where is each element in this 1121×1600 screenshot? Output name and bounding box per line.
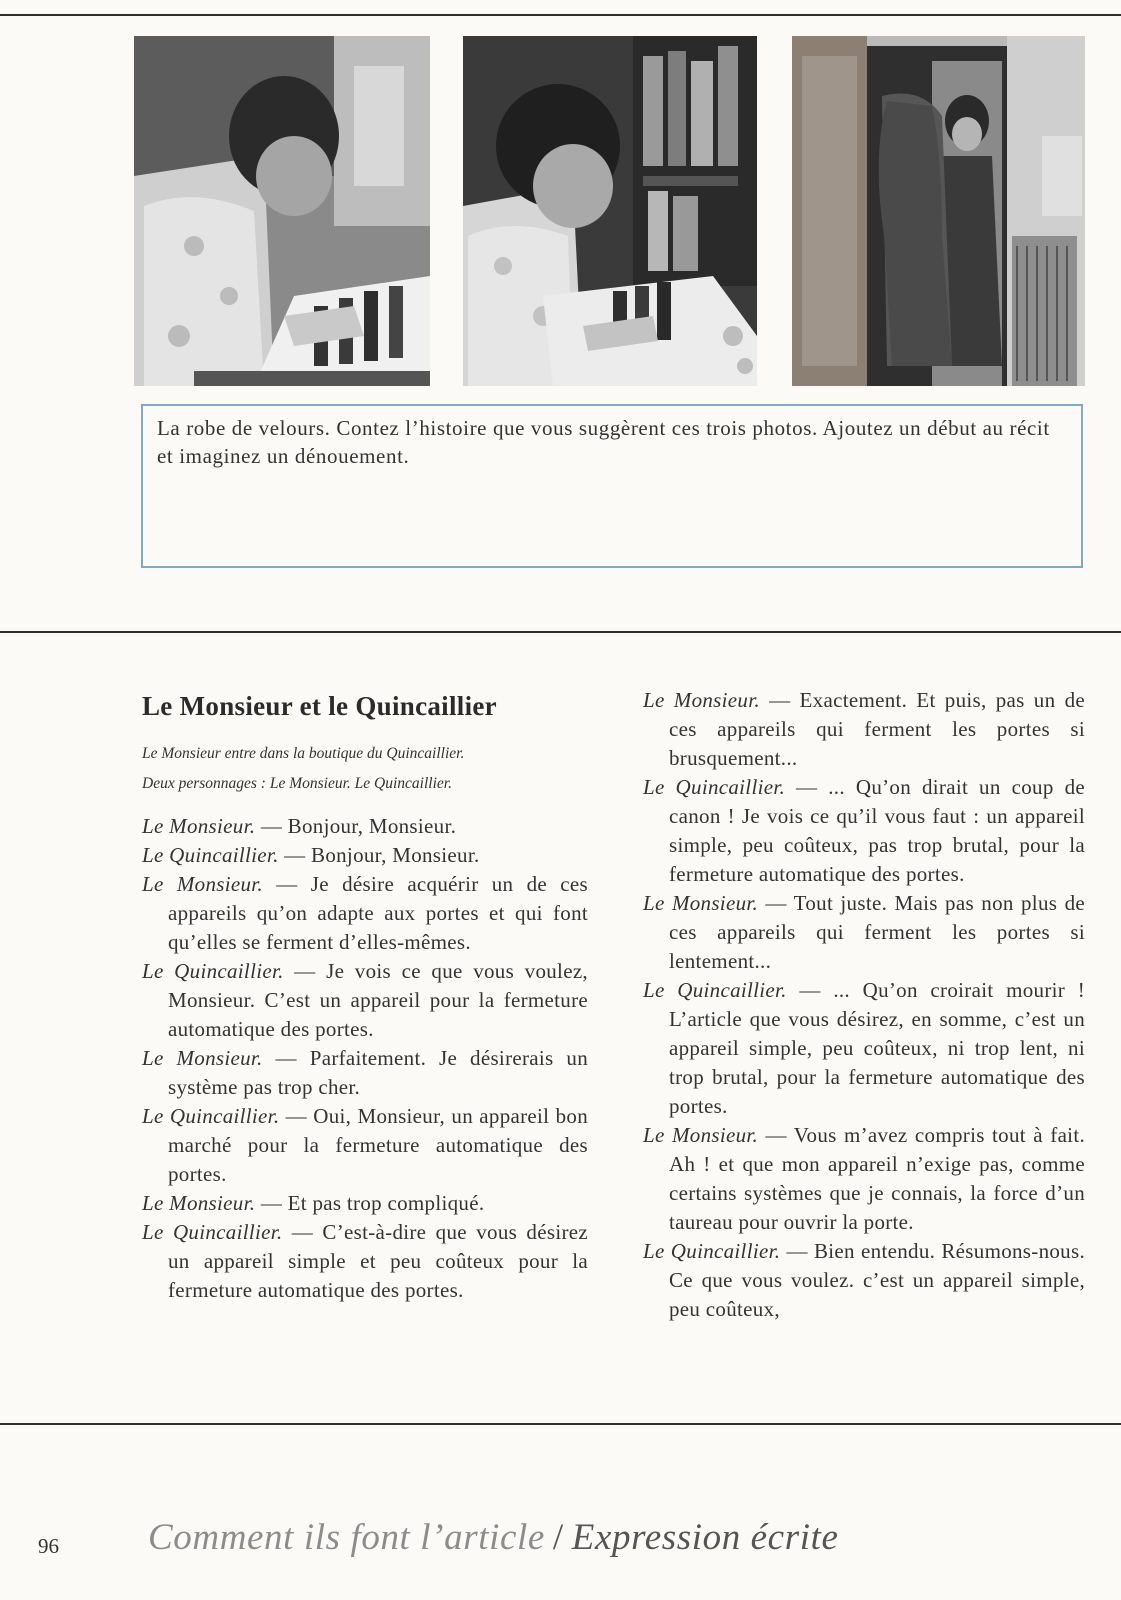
line-text: — Parfaitement. Je désirerais un système pas trop cher. [168,1046,588,1099]
photo-woman-reading [134,36,430,386]
speaker-name: Le Monsieur. [142,872,263,896]
photo-1-image [134,36,430,386]
dialogue-line [142,1218,588,1305]
line-text: — C’est-à-dire que vous désirez un appareil simple et peu coûteux pour la fermeture automatique des portes. [168,1220,588,1302]
dialogue-left [142,812,588,1305]
dialogue-line [142,1044,588,1102]
column-left [142,688,588,1305]
line-text: — ... Qu’on dirait un coup de canon ! Je vois ce qu’il vous faut : un appareil simple, peu coûteux, pas trop brutal, pour la fermeture automatique des portes. [669,775,1085,886]
bottom-rule [0,1423,1121,1425]
running-head-separator: / [552,1517,564,1558]
dialogue-line [643,773,1085,889]
dialogue-line [643,1237,1085,1324]
speaker-name: Le Monsieur. [643,1123,759,1147]
exercise-text: La robe de velours. Contez l’histoire que vous suggèrent ces trois photos. Ajoutez un début au récit et imaginez un dénouement. [157,416,1050,468]
exercise-box [141,404,1083,568]
line-text: — Vous m’avez compris tout à fait. Ah ! et que mon appareil n’exige pas, comme certains systèmes que je connais, la force d’un taureau pour ouvrir la porte. [669,1123,1086,1234]
page-number: 96 [38,1534,59,1558]
line-text: — Oui, Monsieur, un appareil bon marché pour la fermeture automatique des portes. [168,1104,588,1186]
dialogue-line [142,870,588,957]
dialogue-line [142,957,588,1044]
line-text: — Je vois ce que vous voulez, Monsieur. C’est un appareil pour la fermeture automatique des portes. [168,959,588,1041]
speaker-name: Le Quincaillier. [142,843,279,867]
stage-direction: Deux personnages : Le Monsieur. Le Quincaillier. [142,775,452,792]
speaker-name: Le Quincaillier. [643,775,786,799]
line-text: — ... Qu’on croirait mourir ! L’article que vous désirez, en somme, c’est un appareil simple, peu coûteux, ni trop lent, ni trop brutal, pour la fermeture automatique des portes. [669,978,1085,1118]
dialogue-right [643,686,1085,1324]
dialogue-line [142,812,588,841]
line-text: — Exactement. Et puis, pas un de ces appareils qui ferment les portes si brusquement... [669,688,1085,770]
dialogue-line [142,1189,588,1218]
dialogue-line [643,1121,1085,1237]
stage-direction: Le Monsieur entre dans la boutique du Quincaillier. [142,745,465,762]
photo-woman-writing [463,36,757,386]
speaker-name: Le Monsieur. [142,814,256,838]
column-right [643,686,1085,1324]
line-text: — Je désire acquérir un de ces appareils qu’on adapte aux portes et qui font qu’elles se ferment d’elles-mêmes. [168,872,588,954]
middle-rule [0,631,1121,633]
top-rule [0,14,1121,16]
speaker-name: Le Monsieur. [643,891,759,915]
speaker-name: Le Monsieur. [643,688,760,712]
photo-woman-mirror [792,36,1085,386]
dialogue-line [643,889,1085,976]
speaker-name: Le Quincaillier. [643,978,787,1002]
dialogue-line [142,841,588,870]
speaker-name: Le Quincaillier. [142,1220,283,1244]
running-head-left: Comment ils font l’article [148,1517,545,1558]
line-text: — Bonjour, Monsieur. [278,843,480,867]
line-text: — Bien entendu. Résumons-nous. Ce que vous voulez. c’est un appareil simple, peu coûteux, [669,1239,1085,1321]
speaker-name: Le Quincaillier. [142,959,284,983]
running-head-right: Expression écrite [571,1517,839,1558]
speaker-name: Le Monsieur. [142,1046,263,1070]
speaker-name: Le Monsieur. [142,1191,256,1215]
photo-2-image [463,36,757,386]
running-head [148,1516,839,1559]
dialogue-line [643,976,1085,1121]
article-title: Le Monsieur et le Quincaillier [142,691,497,721]
speaker-name: Le Quincaillier. [643,1239,781,1263]
line-text: — Bonjour, Monsieur. [255,814,457,838]
speaker-name: Le Quincaillier. [142,1104,280,1128]
dialogue-line [142,1102,588,1189]
line-text: — Et pas trop compliqué. [255,1191,485,1215]
dialogue-line [643,686,1085,773]
line-text: — Tout juste. Mais pas non plus de ces appareils qui ferment les portes si lentement... [669,891,1085,973]
photo-3-image [792,36,1085,386]
